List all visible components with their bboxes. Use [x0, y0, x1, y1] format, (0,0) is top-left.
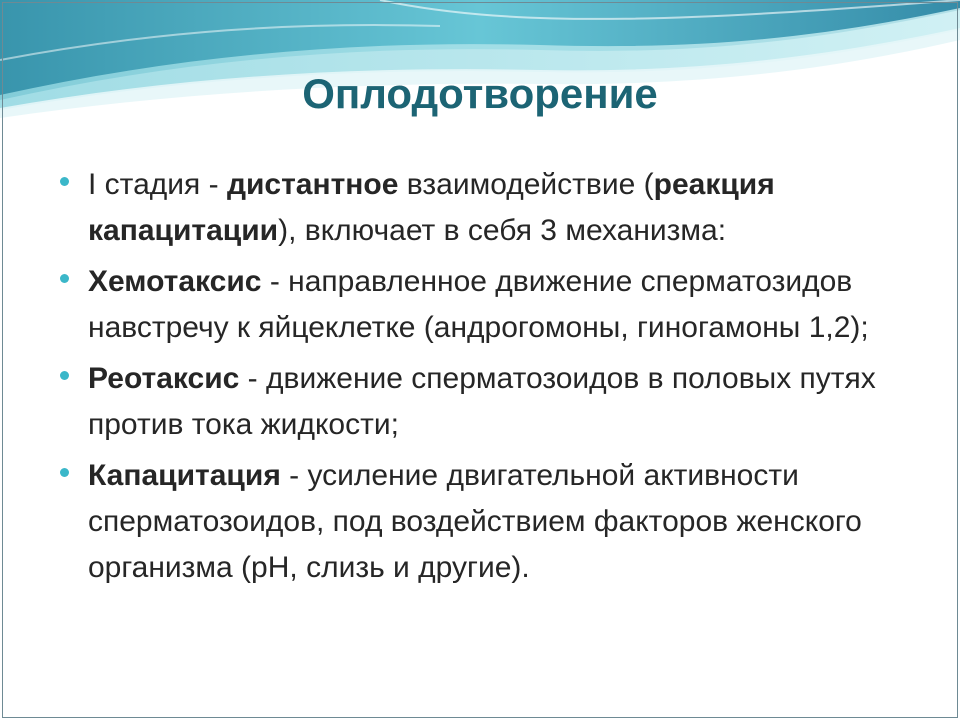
- bullet-dot-icon: [60, 274, 69, 283]
- bullet-dot-icon: [60, 468, 69, 477]
- bullet-text: - движение сперматозоидов в половых путях против тока жидкости;: [88, 362, 876, 441]
- bullet-item: [60, 453, 920, 591]
- bullet-term: Хемотаксис: [88, 265, 262, 298]
- bullet-text: - направленное движение сперматозидов навстречу к яйцеклетке (андрогомоны, гиногамоны 1,2);: [88, 265, 869, 344]
- bullet-item: [60, 356, 920, 448]
- bullet-list: [60, 162, 920, 596]
- bullet-text: взаимодействие (: [398, 168, 654, 201]
- bullet-text: ), включает в себя 3 механизма:: [278, 214, 727, 247]
- bullet-item: [60, 162, 920, 254]
- slide-title: Оплодотворение: [302, 70, 658, 117]
- bullet-term: дистантное: [226, 168, 399, 201]
- bullet-dot-icon: [60, 177, 69, 186]
- bullet-text: - усиление двигательной активности сперматозоидов, под воздействием факторов женского организма (рН, слизь и другие).: [88, 459, 862, 584]
- bullet-term: Капацитация: [88, 459, 281, 492]
- bullet-term: Реотаксис: [88, 362, 240, 395]
- bullet-text: I стадия -: [88, 168, 227, 201]
- bullet-term: реакция капацитации: [88, 168, 775, 247]
- bullet-item: [60, 259, 920, 351]
- bullet-dot-icon: [60, 371, 69, 380]
